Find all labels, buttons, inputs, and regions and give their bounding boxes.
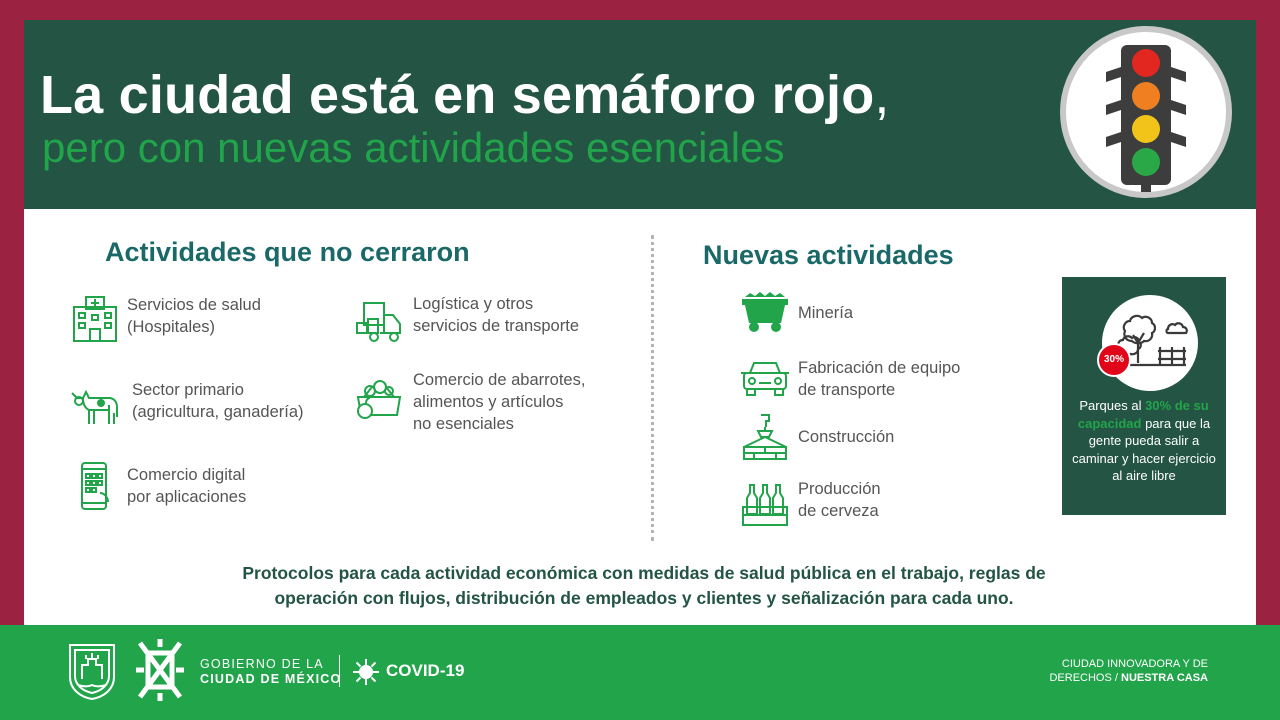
new-activity-item-construction [740,413,894,463]
beer-bottles-icon [740,479,790,529]
hospital-icon [70,293,120,343]
truck-icon [354,297,404,347]
activity-label: Fabricación de equipo de transporte [798,359,961,399]
footer-separator [339,655,340,687]
crane-icon [740,413,790,463]
activity-label: Minería [798,304,854,322]
protocol-note: Protocolos para cada actividad económica con medidas de salud pública en el trabajo, reglas de operación con flujos, distribución de empleados y clientes y señalización para cada uno. [242,563,1046,608]
cdmx-logo-icon [132,637,188,703]
activity-item-logistics [354,297,579,347]
traffic-light-lamp [1132,115,1160,143]
activity-item-health [70,293,261,343]
activity-label: Producción de cerveza [798,480,881,520]
header-banner [24,20,1256,209]
government-name: GOBIERNO DE LA CIUDAD DE MÉXICO [200,657,342,686]
right-section-title: Nuevas actividades [703,240,954,270]
traffic-light-lamp [1132,49,1160,77]
traffic-light-icon [1060,26,1232,198]
smartphone-icon [70,461,120,511]
grocery-basket-icon [354,373,404,423]
new-activity-item-beer [740,479,881,529]
activity-item-digital-commerce [70,461,246,511]
covid-label: COVID-19 [386,661,465,680]
new-activity-item-mining [740,287,853,337]
page-subtitle: pero con nuevas actividades esenciales [42,124,785,171]
activity-item-groceries [354,373,585,435]
footer-bar [0,625,1280,720]
mine-cart-icon [740,287,790,337]
capacity-badge: 30% [1097,343,1131,377]
activity-label: Construcción [798,428,895,446]
city-slogan: CIUDAD INNOVADORA Y DE DERECHOS / NUESTRA CASA [1049,658,1208,684]
new-activity-item-vehicles [740,355,960,405]
capacity-highlight: 30% de su capacidad [1077,398,1209,431]
activity-label: Comercio digital por aplicaciones [127,466,247,506]
activity-label: Sector primario (agricultura, ganadería) [132,381,304,421]
activity-item-primary-sector [70,379,304,429]
left-section-title: Actividades que no cerraron [105,237,470,267]
activity-label: Servicios de salud (Hospitales) [127,296,261,336]
traffic-light-lamp [1132,148,1160,176]
coat-of-arms-icon [66,641,118,701]
virus-icon [352,658,380,686]
activity-label: Comercio de abarrotes, alimentos y artículos no esenciales [413,371,586,433]
traffic-light-lamp [1132,82,1160,110]
park-description: Parques al 30% de su capacidad para que la gente pueda salir a caminar y hacer ejercicio al aire libre [1072,398,1216,483]
activity-label: Logística y otros servicios de transporte [413,295,579,335]
content-panel [24,209,1256,625]
section-divider [651,235,654,541]
cow-icon [70,379,120,429]
car-icon [740,355,790,405]
page-title: La ciudad está en semáforo rojo, [40,65,890,125]
park-capacity-card [1062,277,1226,515]
